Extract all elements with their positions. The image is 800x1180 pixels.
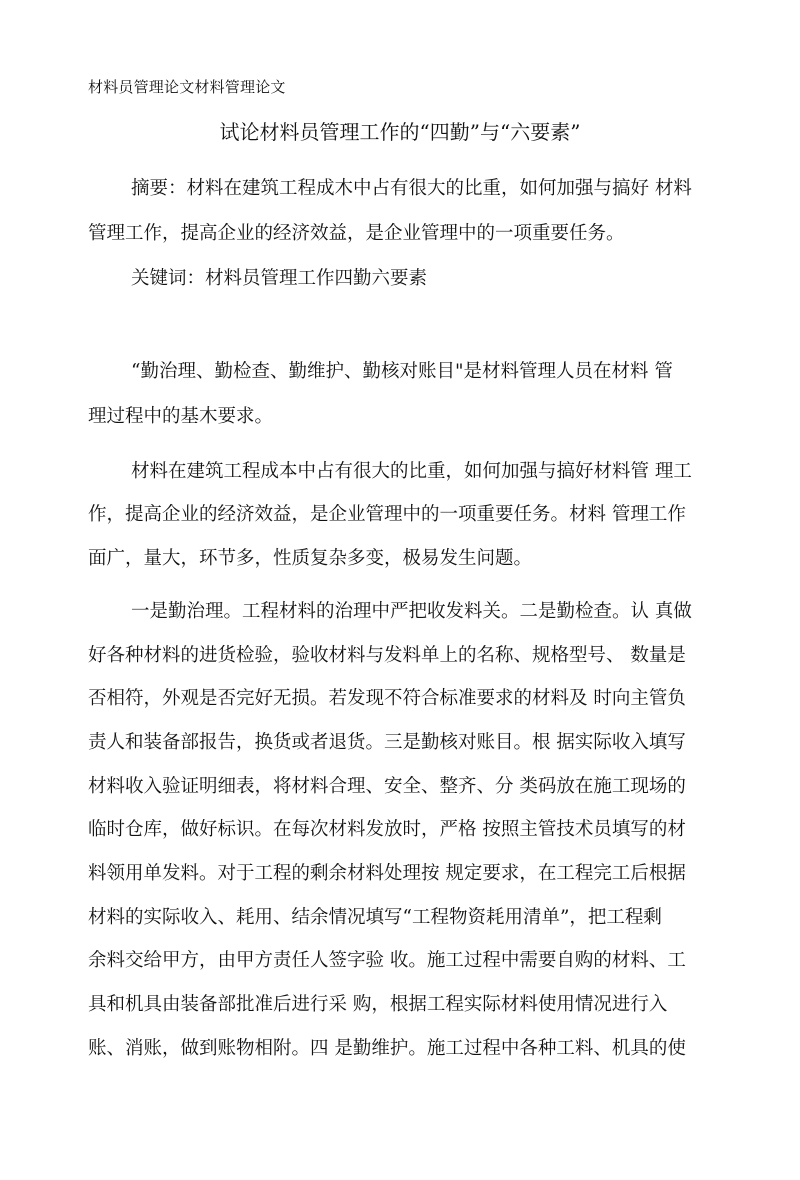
paragraph-2-line: 料领用单发料。对于工程的剩余材料处理按 规定要求，在工程完工后根据 [88,863,686,884]
abstract-line: 管理工作，提高企业的经济效益，是企业管理中的一项重要任务。 [88,223,625,244]
abstract-line: 摘要：材料在建筑工程成木中占有很大的比重，如何加强与搞好 材料 [131,178,692,199]
document-header: 材料员管理论文材料管理论文 [88,78,286,96]
paragraph-2-line: 否相符，外观是否完好无损。若发现不符合标准要求的材料及 时向主管负 [88,688,686,709]
paragraph-2-line: 余料交给甲方，由甲方责任人签字验 收。施工过程中需要自购的材料、工 [88,950,686,971]
intro-line: “勤治理、勤检查、勤维护、勤核对账目"是材料管理人员在材料 管 [131,361,673,382]
paragraph-2-line: 账、消账，做到账物相附。四 是勤维护。施工过程中各种工料、机具的使 [88,1038,686,1059]
paragraph-2-line: 好各种材料的进货检验，验收材料与发料单上的名称、规格型号、 数量是 [88,645,686,666]
paragraph-2-line: 具和机具由装备部批准后进行采 购，根据工程实际材料使用情况进行入 [88,994,668,1015]
paragraph-1-line: 面广，量大，环节多，性质复杂多变，极易发生问题。 [88,548,533,569]
intro-line: 理过程中的基木要求。 [88,406,274,427]
keywords-line: 关键词：材料员管理工作四勤六要素 [131,268,428,289]
paragraph-2-line: 临时仓库，做好标识。在每次材料发放时，严格 按照主管技术员填写的材 [88,819,686,840]
paragraph-1-line: 材料在建筑工程成本中占有很大的比重，如何加强与搞好材料管 理工 [131,461,692,482]
paragraph-2-line: 材料的实际收入、耗用、结余情况填写“工程物资耗用清单”，把工程剩 [88,907,662,928]
paragraph-2-line: 一是勤治理。工程材料的治理中严把收发料关。二是勤检查。认 真做 [131,601,692,622]
paragraph-1-line: 作，提高企业的经济效益，是企业管理中的一项重要任务。材料 管理工作 [88,504,686,525]
paragraph-2-line: 材料收入验证明细表，将材料合理、安全、整齐、分 类码放在施工现场的 [88,776,686,797]
document-title: 试论材料员管理工作的“四勤”与“六要素” [219,120,581,144]
paragraph-2-line: 责人和装备部报告，换货或者退货。三是勤核对账目。根 据实际收入填写 [88,732,686,753]
